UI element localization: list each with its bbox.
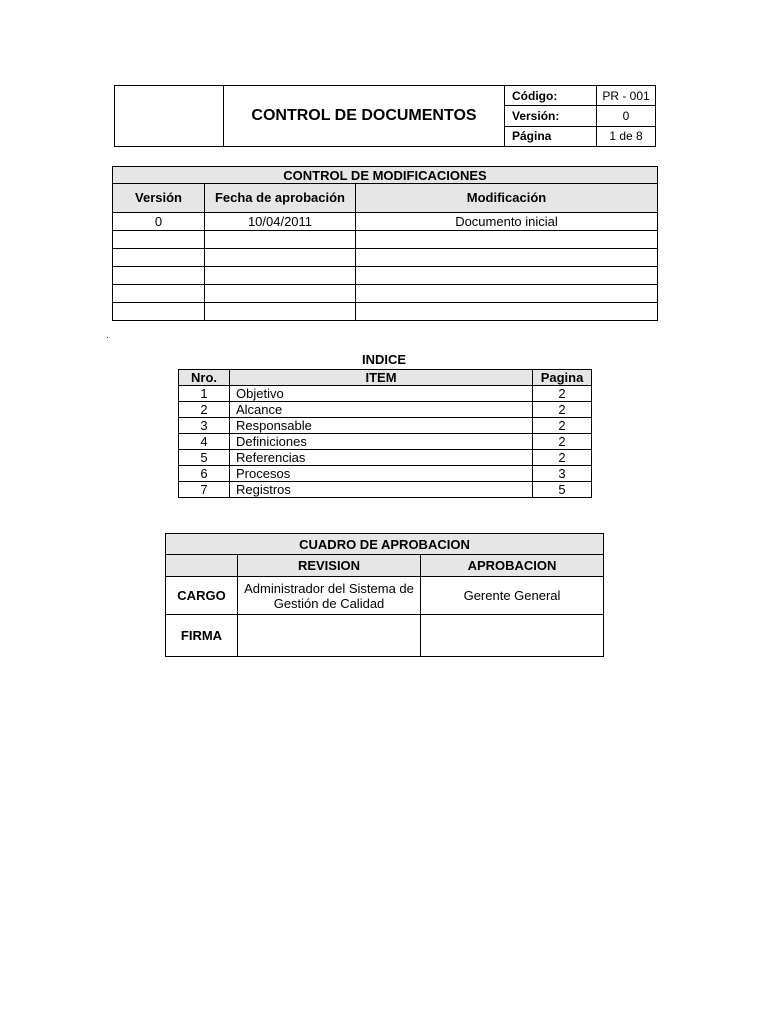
version-cell <box>113 231 205 249</box>
index-table <box>178 369 592 498</box>
fecha-cell: 10/04/2011 <box>205 213 356 231</box>
item-cell: Registros <box>230 482 533 498</box>
table-row <box>179 466 592 482</box>
table-row <box>179 450 592 466</box>
table-row <box>179 434 592 450</box>
pagina-cell: 2 <box>533 386 592 402</box>
pagina-label: Página <box>505 126 597 146</box>
table-row <box>179 482 592 498</box>
nro-cell: 1 <box>179 386 230 402</box>
modifications-title: CONTROL DE MODIFICACIONES <box>113 167 658 184</box>
cargo-aprobacion-cell: Gerente General <box>421 577 604 615</box>
fecha-cell <box>205 285 356 303</box>
col-fecha-header: Fecha de aprobación <box>205 184 356 213</box>
pagina-cell: 3 <box>533 466 592 482</box>
item-cell: Alcance <box>230 402 533 418</box>
version-cell <box>113 267 205 285</box>
col-modificacion-header: Modificación <box>356 184 658 213</box>
col-revision-header: REVISION <box>238 555 421 577</box>
pagina-cell: 2 <box>533 450 592 466</box>
table-row <box>166 615 604 657</box>
col-item-header: ITEM <box>230 370 533 386</box>
col-version-header: Versión <box>113 184 205 213</box>
nro-cell: 6 <box>179 466 230 482</box>
modificacion-cell <box>356 303 658 321</box>
firma-revision-cell <box>238 615 421 657</box>
table-row <box>113 231 658 249</box>
firma-aprobacion-cell <box>421 615 604 657</box>
index-title: INDICE <box>361 352 407 367</box>
table-row <box>113 285 658 303</box>
modifications-table <box>112 166 658 321</box>
col-aprobacion-header: APROBACION <box>421 555 604 577</box>
col-nro-header: Nro. <box>179 370 230 386</box>
item-cell: Responsable <box>230 418 533 434</box>
modificacion-cell <box>356 231 658 249</box>
approval-table <box>165 533 604 657</box>
nro-cell: 4 <box>179 434 230 450</box>
fecha-cell <box>205 267 356 285</box>
modificacion-cell <box>356 249 658 267</box>
cargo-revision-cell: Administrador del Sistema de Gestión de Calidad <box>238 577 421 615</box>
codigo-label: Código: <box>505 86 597 106</box>
logo-cell <box>115 86 224 147</box>
table-row <box>179 418 592 434</box>
version-cell: 0 <box>113 213 205 231</box>
version-cell <box>113 285 205 303</box>
version-cell <box>113 303 205 321</box>
version-label: Versión: <box>505 106 597 126</box>
table-row <box>166 577 604 615</box>
firma-label: FIRMA <box>166 615 238 657</box>
pagina-cell: 2 <box>533 418 592 434</box>
fecha-cell <box>205 249 356 267</box>
document-title: CONTROL DE DOCUMENTOS <box>224 86 505 147</box>
item-cell: Procesos <box>230 466 533 482</box>
col-pagina-header: Pagina <box>533 370 592 386</box>
table-row <box>113 213 658 231</box>
fecha-cell <box>205 231 356 249</box>
nro-cell: 5 <box>179 450 230 466</box>
cargo-label: CARGO <box>166 577 238 615</box>
approval-corner-cell <box>166 555 238 577</box>
nro-cell: 2 <box>179 402 230 418</box>
modificacion-cell <box>356 267 658 285</box>
table-row <box>113 267 658 285</box>
item-cell: Referencias <box>230 450 533 466</box>
item-cell: Objetivo <box>230 386 533 402</box>
approval-title: CUADRO DE APROBACION <box>166 534 604 555</box>
item-cell: Definiciones <box>230 434 533 450</box>
pagina-cell: 2 <box>533 402 592 418</box>
version-cell <box>113 249 205 267</box>
pagina-value: 1 de 8 <box>597 126 656 146</box>
fecha-cell <box>205 303 356 321</box>
version-value: 0 <box>597 106 656 126</box>
table-row <box>179 402 592 418</box>
table-row <box>179 386 592 402</box>
table-row <box>113 249 658 267</box>
nro-cell: 7 <box>179 482 230 498</box>
document-header <box>114 85 656 147</box>
modificacion-cell: Documento inicial <box>356 213 658 231</box>
modificacion-cell <box>356 285 658 303</box>
pagina-cell: 2 <box>533 434 592 450</box>
stray-mark: . <box>106 330 109 341</box>
codigo-value: PR - 001 <box>597 86 656 106</box>
table-row <box>113 303 658 321</box>
nro-cell: 3 <box>179 418 230 434</box>
pagina-cell: 5 <box>533 482 592 498</box>
